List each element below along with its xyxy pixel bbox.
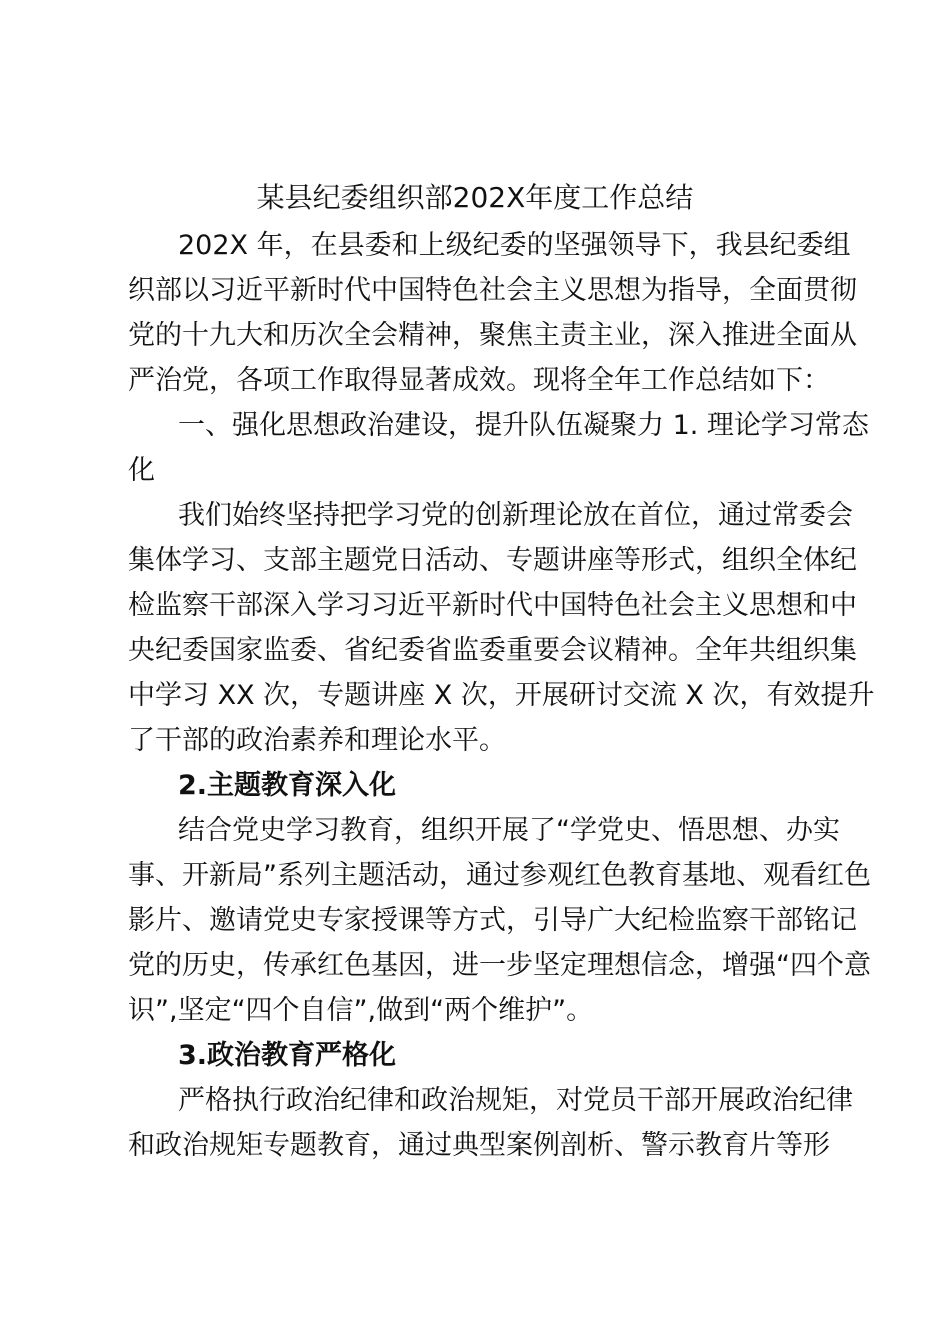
section1-line: 了干部的政治素养和理论水平。 — [128, 725, 506, 756]
section3-heading: 3.政治教育严格化 — [178, 1040, 397, 1071]
section2-line: 识”,坚定“四个自信”,做到“两个维护”。 — [128, 995, 594, 1026]
intro-line: 严治党，各项工作取得显著成效。现将全年工作总结如下： — [128, 365, 830, 396]
section1-line: 集体学习、支部主题党日活动、专题讲座等形式，组织全体纪 — [128, 545, 857, 576]
document-title: 某县纪委组织部202X年度工作总结 — [256, 181, 694, 214]
section1-line: 央纪委国家监委、省纪委省监委重要会议精神。全年共组织集 — [128, 635, 857, 666]
section3-line: 和政治规矩专题教育，通过典型案例剖析、警示教育片等形 — [128, 1130, 830, 1161]
section2-line: 党的历史，传承红色基因，进一步坚定理想信念，增强“四个意 — [128, 950, 871, 981]
section1-heading: 一、强化思想政治建设，提升队伍凝聚力 1. 理论学习常态 — [178, 410, 869, 441]
section2-line: 影片、邀请党史专家授课等方式，引导广大纪检监察干部铭记 — [128, 905, 857, 936]
section1-heading-cont: 化 — [128, 455, 155, 486]
section1-line: 我们始终坚持把学习党的创新理论放在首位，通过常委会 — [178, 500, 853, 531]
section1-line: 中学习 XX 次，专题讲座 X 次，开展研讨交流 X 次，有效提升 — [128, 680, 875, 711]
section2-line: 结合党史学习教育，组织开展了“学党史、悟思想、办实 — [178, 815, 840, 846]
section2-heading: 2.主题教育深入化 — [178, 770, 397, 801]
section2-line: 事、开新局”系列主题活动，通过参观红色教育基地、观看红色 — [128, 860, 871, 891]
section3-line: 严格执行政治纪律和政治规矩，对党员干部开展政治纪律 — [178, 1085, 853, 1116]
section1-line: 检监察干部深入学习习近平新时代中国特色社会主义思想和中 — [128, 590, 857, 621]
intro-line: 202X 年，在县委和上级纪委的坚强领导下，我县纪委组 — [178, 230, 851, 261]
intro-line: 织部以习近平新时代中国特色社会主义思想为指导，全面贯彻 — [128, 275, 857, 306]
intro-line: 党的十九大和历次全会精神，聚焦主责主业，深入推进全面从 — [128, 320, 857, 351]
